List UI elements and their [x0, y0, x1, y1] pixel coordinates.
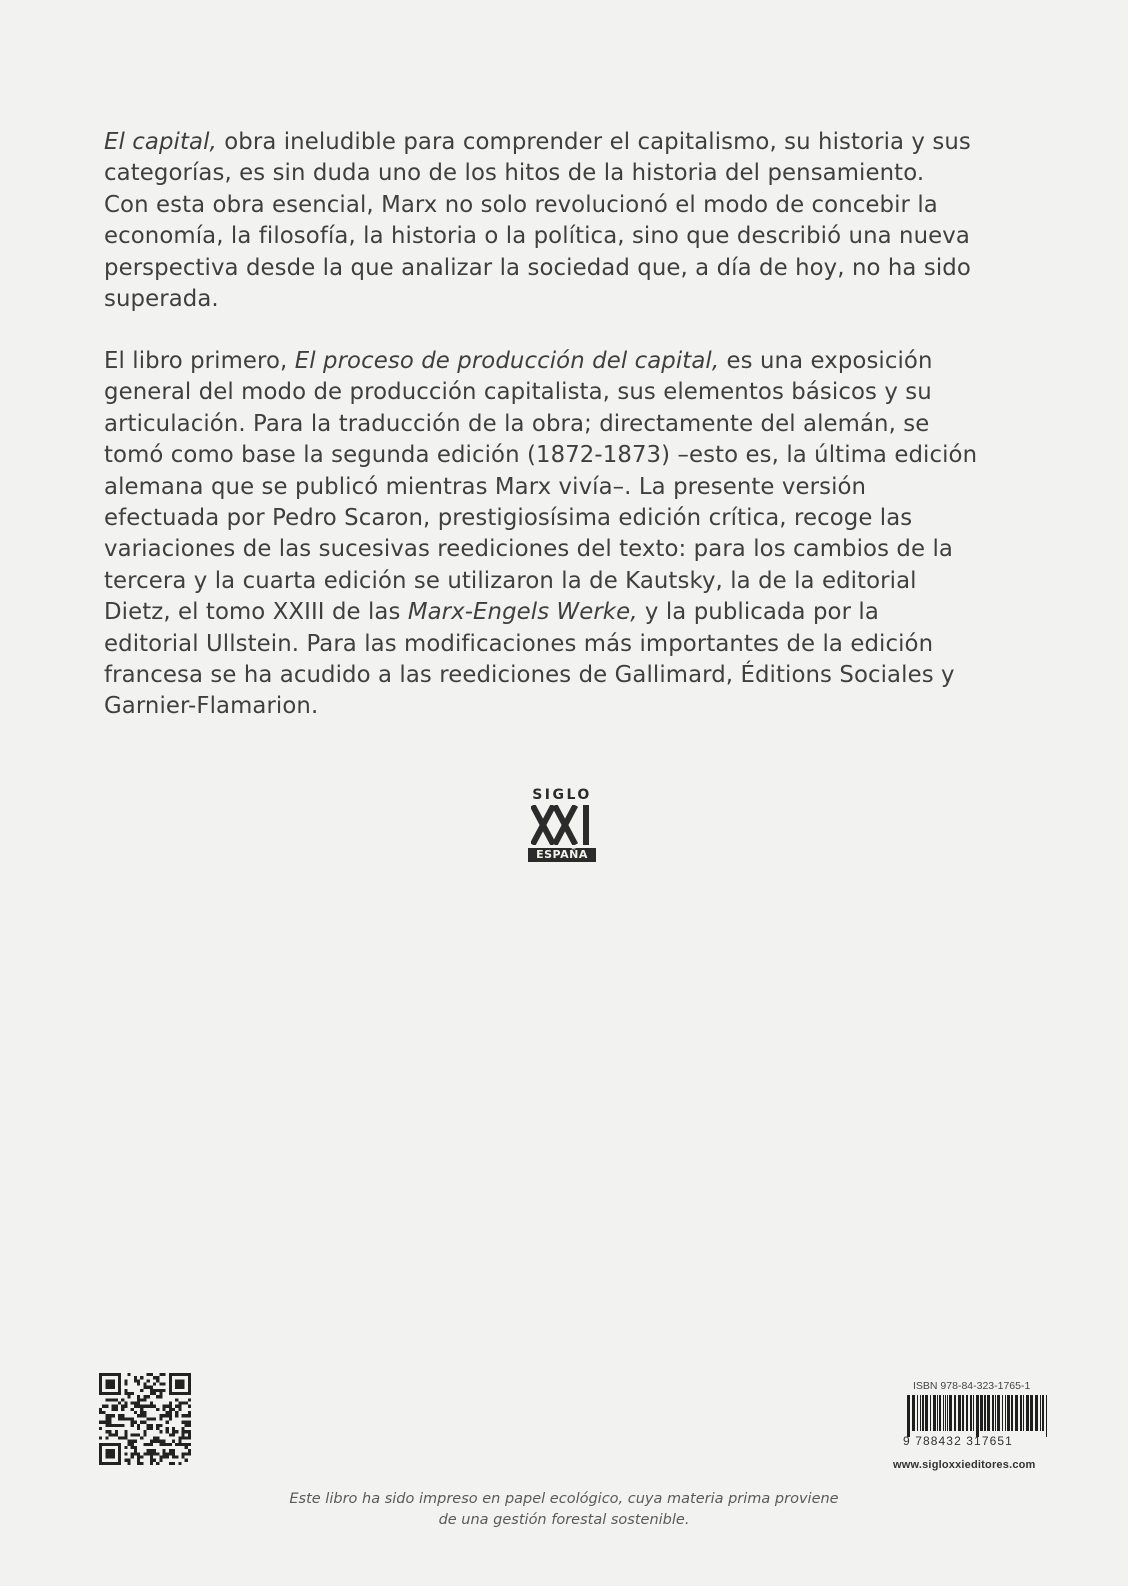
barcode-digits: 9 788432 317651: [903, 1434, 1013, 1448]
text-line: Con esta obra esencial, Marx no solo revolucionó el modo de concebir la: [104, 191, 938, 218]
text-line: El capital, obra ineludible para comprender el capitalismo, su historia y sus: [104, 129, 971, 155]
text-line: alemana que se publicó mientras Marx vivía–. La presente versión: [104, 473, 867, 500]
description-paragraph-1: [104, 127, 1049, 315]
italic-title: El capital,: [104, 129, 217, 155]
text-line: variaciones de las sucesivas reediciones del texto: para los cambios de la: [104, 536, 953, 563]
publisher-logo: [528, 787, 596, 862]
publisher-website: www.sigloxxieditores.com: [893, 1459, 1036, 1471]
isbn-block: [903, 1380, 1058, 1447]
qr-code: [99, 1373, 191, 1465]
barcode: [903, 1395, 1053, 1437]
text-line: tercera y la cuarta edición se utilizaron la de Kautsky, la de la editorial: [104, 567, 917, 594]
isbn-label: ISBN 978-84-323-1765-1: [913, 1380, 1031, 1392]
text-line: superada.: [104, 286, 219, 313]
text-line: categorías, es sin duda uno de los hitos de la historia del pensamiento.: [104, 160, 925, 187]
text-line: editorial Ullstein. Para las modificaciones más importantes de la edición: [104, 630, 934, 657]
text-line: tomó como base la segunda edición (1872-1873) –esto es, la última edición: [104, 442, 978, 469]
text-line: Garnier-Flamarion.: [104, 693, 319, 720]
italic-title: El proceso de producción del capital,: [294, 348, 720, 374]
text-line: general del modo de producción capitalista, sus elementos básicos y su: [104, 379, 932, 406]
italic-title: Marx-Engels Werke,: [407, 599, 638, 626]
text-line: perspectiva desde la que analizar la sociedad que, a día de hoy, no ha sido: [104, 254, 971, 281]
logo-top-word: SIGLO: [532, 787, 592, 803]
logo-bottom-word: ESPAÑA: [528, 848, 596, 862]
text-line: articulación. Para la traducción de la obra; directamente del alemán, se: [104, 410, 930, 437]
description-paragraph-2: [104, 346, 1049, 723]
text-line: efectuada por Pedro Scaron, prestigiosísima edición crítica, recoge las: [104, 505, 913, 532]
text-line: Dietz, el tomo XXIII de las Marx-Engels Werke, y la publicada por la: [104, 599, 879, 626]
text-line: francesa se ha acudido a las reediciones de Gallimard, Éditions Sociales y: [104, 662, 955, 689]
text-line: economía, la filosofía, la historia o la política, sino que describió una nueva: [104, 223, 970, 250]
eco-paper-note: Este libro ha sido impreso en papel ecológico, cuya materia prima proviene de una gestión forestal sostenible.: [289, 1491, 839, 1528]
logo-xxi-mark: [531, 805, 593, 845]
text-line: El libro primero, El proceso de producción del capital, es una exposición: [104, 348, 933, 374]
